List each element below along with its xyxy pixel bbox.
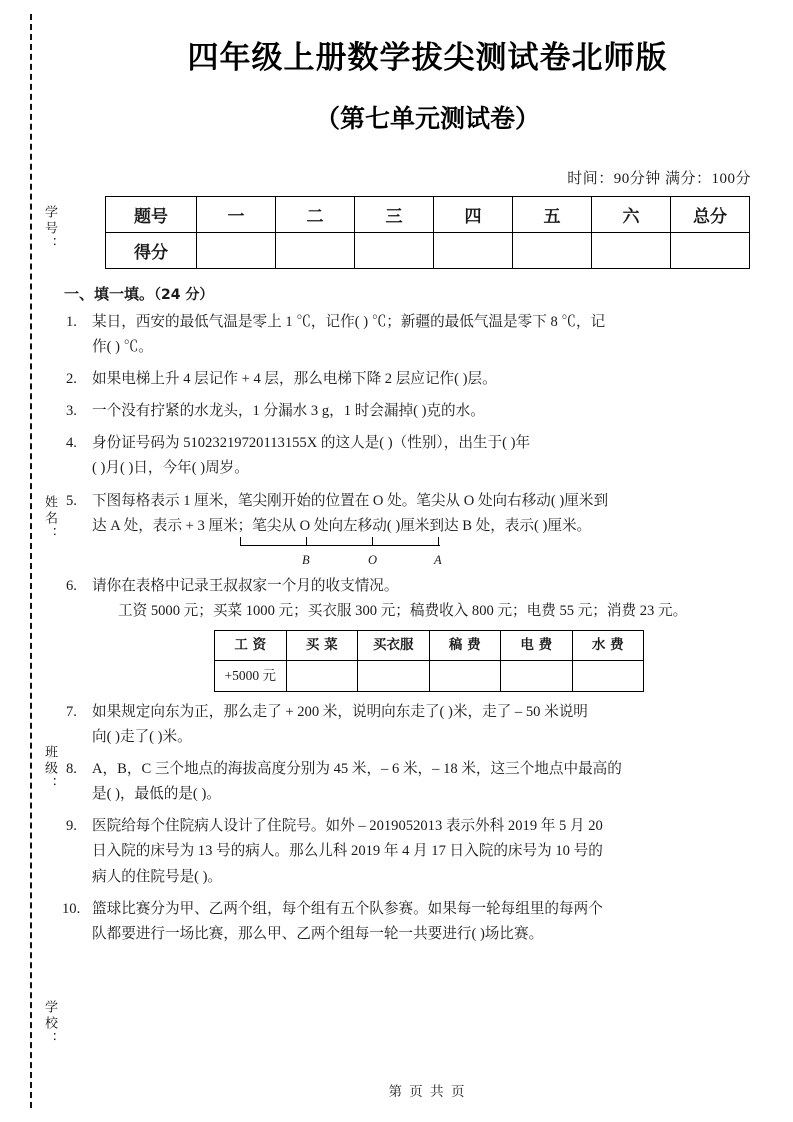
ruler-tick (240, 537, 241, 546)
page-title: 四年级上册数学拔尖测试卷北师版 (187, 40, 668, 76)
table-row (106, 233, 750, 269)
list-item (62, 399, 793, 424)
score-cell: 四 (434, 197, 513, 233)
list-item (62, 489, 793, 567)
list-item (62, 700, 793, 750)
question-text: 作( ) ℃。 (92, 339, 153, 356)
field-name: 姓名： (43, 495, 58, 543)
score-input-cell[interactable] (592, 233, 671, 269)
question-text: 工资 5000 元；买菜 1000 元；买衣服 300 元；稿费收入 800 元；电费 55 元；消费 23 元。 (118, 602, 688, 619)
budget-table (214, 630, 644, 692)
score-cell: 六 (592, 197, 671, 233)
question-number: 7. (66, 703, 77, 720)
ruler-tick (438, 537, 439, 546)
list-item (62, 757, 793, 807)
list-item (62, 574, 793, 692)
budget-header-cell: 买 菜 (286, 630, 358, 660)
question-text: 医院给每个住院病人设计了住院号。如外 – 2019052013 表示外科 2019 年 5 月 20 (92, 818, 603, 835)
question-text: 一个没有拧紧的水龙头，1 分漏水 3 g，1 时会漏掉( )克的水。 (92, 403, 485, 420)
ruler-tick (372, 537, 373, 546)
page-footer: 第 页 共 页 (388, 1084, 467, 1099)
score-input-cell[interactable] (355, 233, 434, 269)
score-input-cell[interactable] (276, 233, 355, 269)
budget-header-cell: 买衣服 (358, 630, 430, 660)
question-list (62, 310, 793, 947)
score-cell: 五 (513, 197, 592, 233)
question-number: 4. (66, 435, 77, 452)
question-text: 身份证号码为 51023219720113155X 的这人是( )（性别），出生于( )年 (92, 435, 531, 452)
table-row (215, 660, 644, 691)
question-text: 向( )走了( )米。 (92, 729, 192, 746)
question-text: 病人的住院号是( )。 (92, 868, 223, 885)
question-number: 10. (62, 900, 81, 917)
ruler-label-o: O (368, 552, 378, 567)
field-school: 学校： (43, 1000, 58, 1048)
question-text: 篮球比赛分为甲、乙两个组，每个组有五个队参赛。如果每一轮每组里的每两个 (92, 900, 603, 917)
question-number: 3. (66, 403, 77, 420)
table-row (215, 630, 644, 660)
question-number: 2. (66, 371, 77, 388)
field-student-number: 学号： (43, 205, 58, 253)
list-item (62, 897, 793, 947)
budget-header-cell: 稿 费 (429, 630, 501, 660)
score-cell: 二 (276, 197, 355, 233)
list-item (62, 310, 793, 360)
budget-value-cell[interactable]: +5000 元 (215, 660, 287, 691)
fold-dashed-line (30, 14, 32, 1108)
budget-value-cell[interactable] (501, 660, 573, 691)
ruler-axis (240, 545, 440, 546)
ruler-figure (240, 541, 440, 567)
score-cell: 三 (355, 197, 434, 233)
question-text: 达 A 处，表示 + 3 厘米；笔尖从 O 处向左移动( )厘米到达 B 处，表示( )厘米。 (92, 517, 592, 534)
ruler-label-a: A (434, 552, 442, 567)
list-item (62, 367, 793, 392)
score-cell: 总分 (671, 197, 750, 233)
question-number: 5. (66, 492, 77, 509)
section-label: 一、填一填。 (64, 285, 155, 303)
ruler-tick (306, 537, 307, 546)
budget-value-cell[interactable] (429, 660, 501, 691)
score-table (105, 196, 750, 269)
score-input-cell[interactable] (513, 233, 592, 269)
budget-header-cell: 水 费 (572, 630, 644, 660)
question-number: 6. (66, 577, 77, 594)
score-input-cell[interactable] (671, 233, 750, 269)
question-text: 如果电梯上升 4 层记作 + 4 层，那么电梯下降 2 层应记作( )层。 (92, 371, 497, 388)
question-text: 是( )，最低的是( )。 (92, 786, 221, 803)
exam-meta: 时间：90分钟 满分：100分 (567, 171, 751, 187)
score-input-cell[interactable] (434, 233, 513, 269)
field-class: 班级： (43, 745, 58, 793)
list-item (62, 431, 793, 481)
binding-strip (0, 0, 62, 1122)
question-text: ( )月( )日，今年( )周岁。 (92, 460, 249, 477)
question-text: 下图每格表示 1 厘米，笔尖刚开始的位置在 O 处。笔尖从 O 处向右移动( )厘米到 (92, 492, 609, 509)
section-heading (64, 283, 793, 304)
score-cell: 得分 (106, 233, 197, 269)
question-number: 8. (66, 761, 77, 778)
score-cell: 题号 (106, 197, 197, 233)
question-text: 如果规定向东为正，那么走了 + 200 米，说明向东走了( )米，走了 – 50 米说明 (92, 703, 588, 720)
question-number: 1. (66, 314, 77, 330)
question-number: 9. (66, 818, 77, 835)
budget-header-cell: 工 资 (215, 630, 287, 660)
budget-header-cell: 电 费 (501, 630, 573, 660)
budget-value-cell[interactable] (286, 660, 358, 691)
budget-value-cell[interactable] (358, 660, 430, 691)
budget-value-cell[interactable] (572, 660, 644, 691)
page-subtitle: （第七单元测试卷） (314, 104, 540, 133)
score-input-cell[interactable] (197, 233, 276, 269)
score-cell: 一 (197, 197, 276, 233)
list-item (62, 814, 793, 889)
ruler-label-b: B (302, 552, 310, 567)
question-text: A，B，C 三个地点的海拔高度分别为 45 米，– 6 米，– 18 米，这三个地点中最高的 (92, 761, 622, 778)
question-text: 某日，西安的最低气温是零上 1 ℃，记作( ) ℃；新疆的最低气温是零下 8 ℃，记 (92, 314, 606, 330)
question-text: 日入院的床号为 13 号的病人。那么儿科 2019 年 4 月 17 日入院的床号为 10 号的 (92, 843, 603, 860)
question-text: 队都要进行一场比赛，那么甲、乙两个组每一轮一共要进行( )场比赛。 (92, 925, 544, 942)
table-row (106, 197, 750, 233)
question-text: 请你在表格中记录王叔叔家一个月的收支情况。 (92, 577, 399, 594)
exam-paper (62, 0, 793, 1122)
section-points: （24 分） (154, 287, 214, 303)
